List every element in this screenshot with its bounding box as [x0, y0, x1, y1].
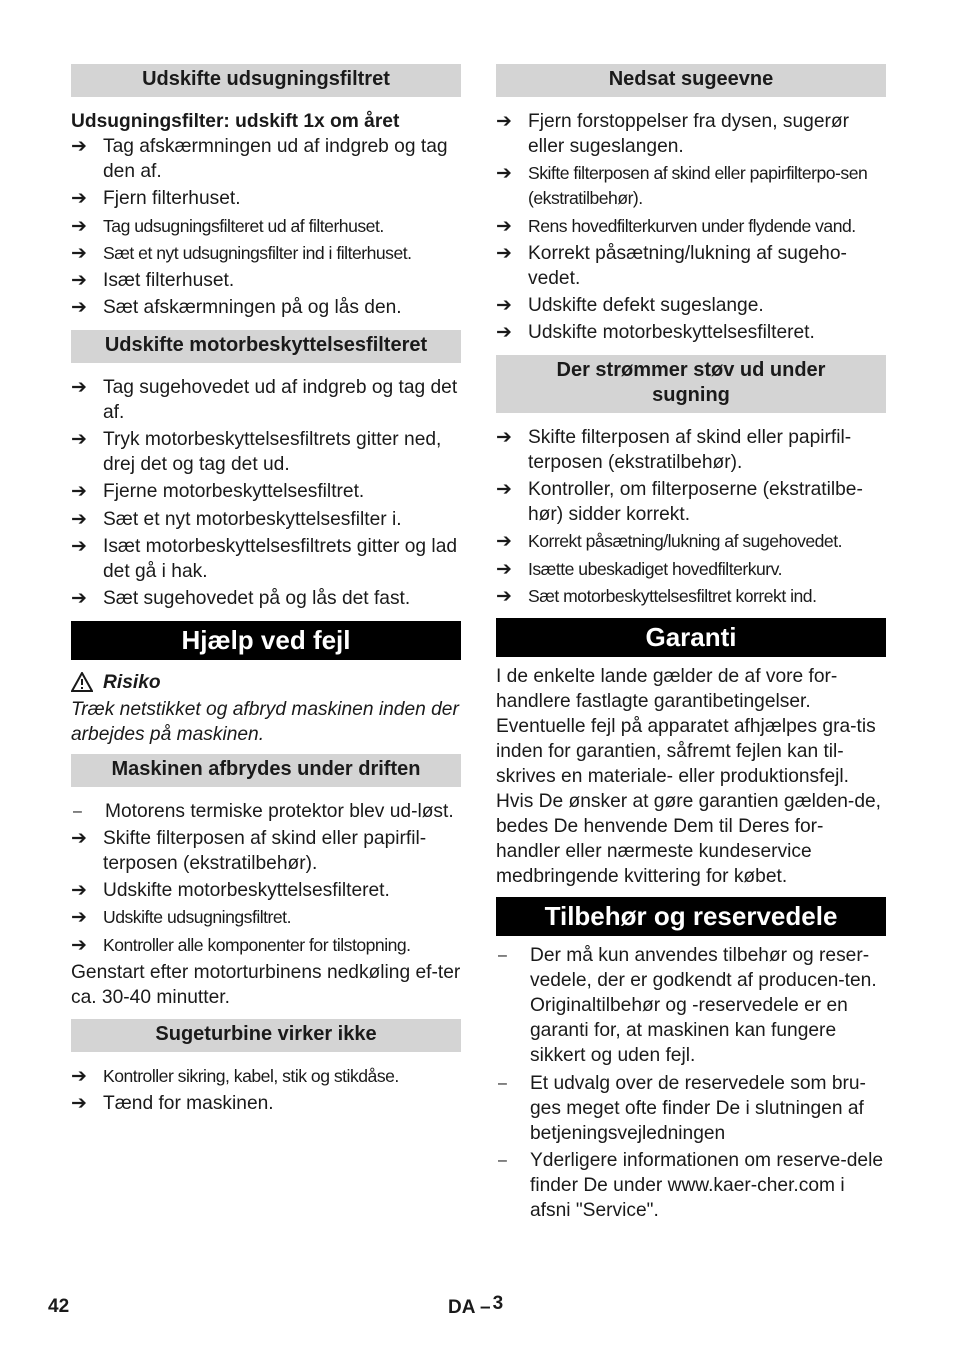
list-item: ➔ Tag sugehovedet ud af indgreb og tag det af. [71, 376, 458, 423]
section-heading-reduced-suction: Nedsat sugeevne [496, 64, 886, 97]
list-item: ➔ Fjern forstoppelser fra dysen, sugerør eller sugeslangen. [496, 111, 849, 157]
exhaust-filter-steps [71, 134, 461, 320]
list-item: ➔ Skifte filterposen af skind eller papirfilterpo-sen (ekstratilbehør). [496, 161, 886, 211]
list-item: ➔ Skifte filterposen af skind eller papirfil-terposen (ekstratilbehør). [71, 827, 427, 874]
list-item: ➔ Skifte filterposen af skind eller papirfil-terposen (ekstratilbehør). [496, 426, 852, 473]
exhaust-filter-interval: Udsugningsfilter: udskift 1x om året [71, 111, 400, 132]
right-column [496, 64, 886, 1225]
turbine-steps [71, 1064, 461, 1116]
dash-bullet: – [498, 1074, 507, 1092]
list-item: ➔ Udskifte defekt sugeslange. [496, 295, 764, 317]
list-item: ➔ Fjern filterhuset. [71, 188, 241, 210]
motor-filter-steps [71, 375, 461, 611]
warning-text: Træk netstikket og afbryd maskinen inden der arbejdes på maskinen. [71, 698, 459, 745]
list-item: ➔ Tag udsugningsfilteret ud af filterhuset. [71, 215, 384, 237]
arrow-right-icon: ➔ [71, 136, 87, 157]
accessories-list [496, 943, 886, 1223]
list-item: – Et udvalg over de reservedele som bru-ges meget ofte finder De i slutningen af betjeningsvejledningen [498, 1072, 866, 1144]
warranty-text: I de enkelte lande gælder de af vore for-handlere fastlagte garantibetingelser. Eventuelle fejl på apparatet afhjælpes gra-tis inden for garantien, såfremt fejlen kan til-skrives en materiale- eller produktionsfejl. Hvis De ønsker at gøre garantien gælden-de, bedes De henvende Dem til Deres for-handler eller nærmeste kundeservice medbringende kvittering for købet. [496, 666, 881, 888]
arrow-right-icon: ➔ [496, 163, 512, 185]
list-item: ➔ Isætte ubeskadiget hovedfilterkurv. [496, 558, 783, 580]
list-item: ➔ Sæt motorbeskyttelsesfiltret korrekt ind. [496, 585, 817, 607]
dust-escapes-steps [496, 425, 886, 609]
list-item: – Motorens termiske protektor blev ud-løst. [73, 800, 454, 822]
arrow-right-icon: ➔ [71, 270, 87, 292]
list-item: ➔ Fjerne motorbeskyttelsesfiltret. [71, 481, 365, 503]
section-heading-turbine-not-working: Sugeturbine virker ikke [71, 1019, 461, 1052]
list-item: ➔ Sæt afskærmningen på og lås den. [71, 297, 402, 319]
arrow-right-icon: ➔ [71, 1093, 87, 1115]
dash-bullet: – [498, 1151, 507, 1169]
list-item: ➔ Korrekt påsætning/lukning af sugehovedet. [496, 531, 842, 553]
list-item: – Yderligere informationen om reserve-dele finder De under www.kaer-cher.com i afsni "Service". [498, 1149, 884, 1221]
arrow-right-icon: ➔ [496, 242, 512, 264]
list-item: ➔ Udskifte motorbeskyttelsesfilteret. [496, 322, 815, 344]
arrow-right-icon: ➔ [496, 585, 512, 607]
arrow-right-icon: ➔ [71, 588, 87, 610]
page-footer-label [448, 1293, 504, 1319]
arrow-right-icon: ➔ [71, 481, 87, 503]
arrow-right-icon: ➔ [496, 322, 512, 344]
list-item: ➔ Tryk motorbeskyttelsesfiltrets gitter ned, drej det og tag det ud. [71, 429, 442, 476]
dash-bullet: – [73, 802, 82, 820]
arrow-right-icon: ➔ [71, 827, 87, 849]
sub-page-number: 3 [492, 1293, 504, 1314]
section-heading-warranty: Garanti [496, 618, 886, 657]
language-code: DA [448, 1297, 475, 1318]
arrow-right-icon: ➔ [71, 215, 87, 237]
section-heading-dust-escapes: Der strømmer støv ud under sugning [496, 355, 886, 413]
section-heading-exhaust-filter: Udskifte udsugningsfiltret [71, 64, 461, 97]
list-item: ➔ Sæt sugehovedet på og lås det fast. [71, 588, 411, 610]
arrow-right-icon: ➔ [496, 531, 512, 553]
arrow-right-icon: ➔ [71, 1066, 87, 1088]
restart-note: Genstart efter motorturbinens nedkøling ef-ter ca. 30-40 minutter. [71, 962, 461, 1009]
arrow-right-icon: ➔ [496, 111, 512, 132]
list-item: ➔ Rens hovedfilterkurven under flydende vand. [496, 215, 856, 237]
arrow-right-icon: ➔ [496, 295, 512, 317]
arrow-right-icon: ➔ [496, 426, 512, 448]
machine-stops-steps [71, 799, 461, 958]
arrow-right-icon: ➔ [71, 188, 87, 210]
arrow-right-icon: ➔ [496, 558, 512, 580]
page-number: 42 [48, 1296, 70, 1317]
arrow-right-icon: ➔ [71, 508, 87, 530]
warning-triangle-icon [71, 672, 93, 692]
list-item: ➔ Sæt et nyt udsugningsfilter ind i filterhuset. [71, 242, 412, 264]
arrow-right-icon: ➔ [71, 535, 87, 557]
arrow-right-icon: ➔ [496, 479, 512, 501]
list-item: ➔ Udskifte udsugningsfiltret. [71, 907, 291, 929]
list-item: ➔ Kontroller, om filterposerne (ekstratilbe-hør) sidder korrekt. [496, 479, 863, 526]
section-heading-motor-filter: Udskifte motorbeskyttelsesfilteret [71, 330, 461, 363]
list-item: ➔ Kontroller sikring, kabel, stik og stikdåse. [71, 1066, 399, 1088]
arrow-right-icon: ➔ [71, 242, 87, 264]
arrow-right-icon: ➔ [71, 376, 87, 398]
arrow-right-icon: ➔ [71, 429, 87, 451]
footer-separator: – [480, 1297, 491, 1318]
list-item: ➔ Isæt motorbeskyttelsesfiltrets gitter og lad det gå i hak. [71, 535, 458, 582]
section-heading-accessories: Tilbehør og reservedele [496, 897, 886, 936]
list-item: ➔ Korrekt påsætning/lukning af sugeho-vedet. [496, 242, 847, 289]
list-item: ➔ Kontroller alle komponenter for tilstopning. [71, 934, 411, 956]
left-column [71, 64, 461, 1119]
arrow-right-icon: ➔ [496, 215, 512, 237]
list-item: ➔ Sæt et nyt motorbeskyttelsesfilter i. [71, 508, 402, 530]
dash-bullet: – [498, 947, 507, 965]
arrow-right-icon: ➔ [71, 297, 87, 319]
section-heading-troubleshooting: Hjælp ved fejl [71, 621, 461, 660]
section-heading-machine-stops: Maskinen afbrydes under driften [71, 754, 461, 787]
arrow-right-icon: ➔ [71, 934, 87, 956]
list-item: ➔ Isæt filterhuset. [71, 270, 235, 292]
arrow-right-icon: ➔ [71, 907, 87, 929]
list-item: ➔ Udskifte motorbeskyttelsesfilteret. [71, 880, 390, 902]
list-item: ➔ Tag afskærmningen ud af indgreb og tag den af. [71, 136, 448, 182]
arrow-right-icon: ➔ [71, 880, 87, 902]
reduced-suction-steps [496, 109, 886, 345]
list-item: – Der må kun anvendes tilbehør og reser-vedele, der er godkendt af producen-ten. Originaltilbehør og -reservedele er en garanti for, at maskinen kan fungere sikkert og uden fejl. [498, 945, 877, 1067]
warning-label: Risiko [71, 670, 461, 695]
list-item: ➔ Tænd for maskinen. [71, 1093, 274, 1115]
